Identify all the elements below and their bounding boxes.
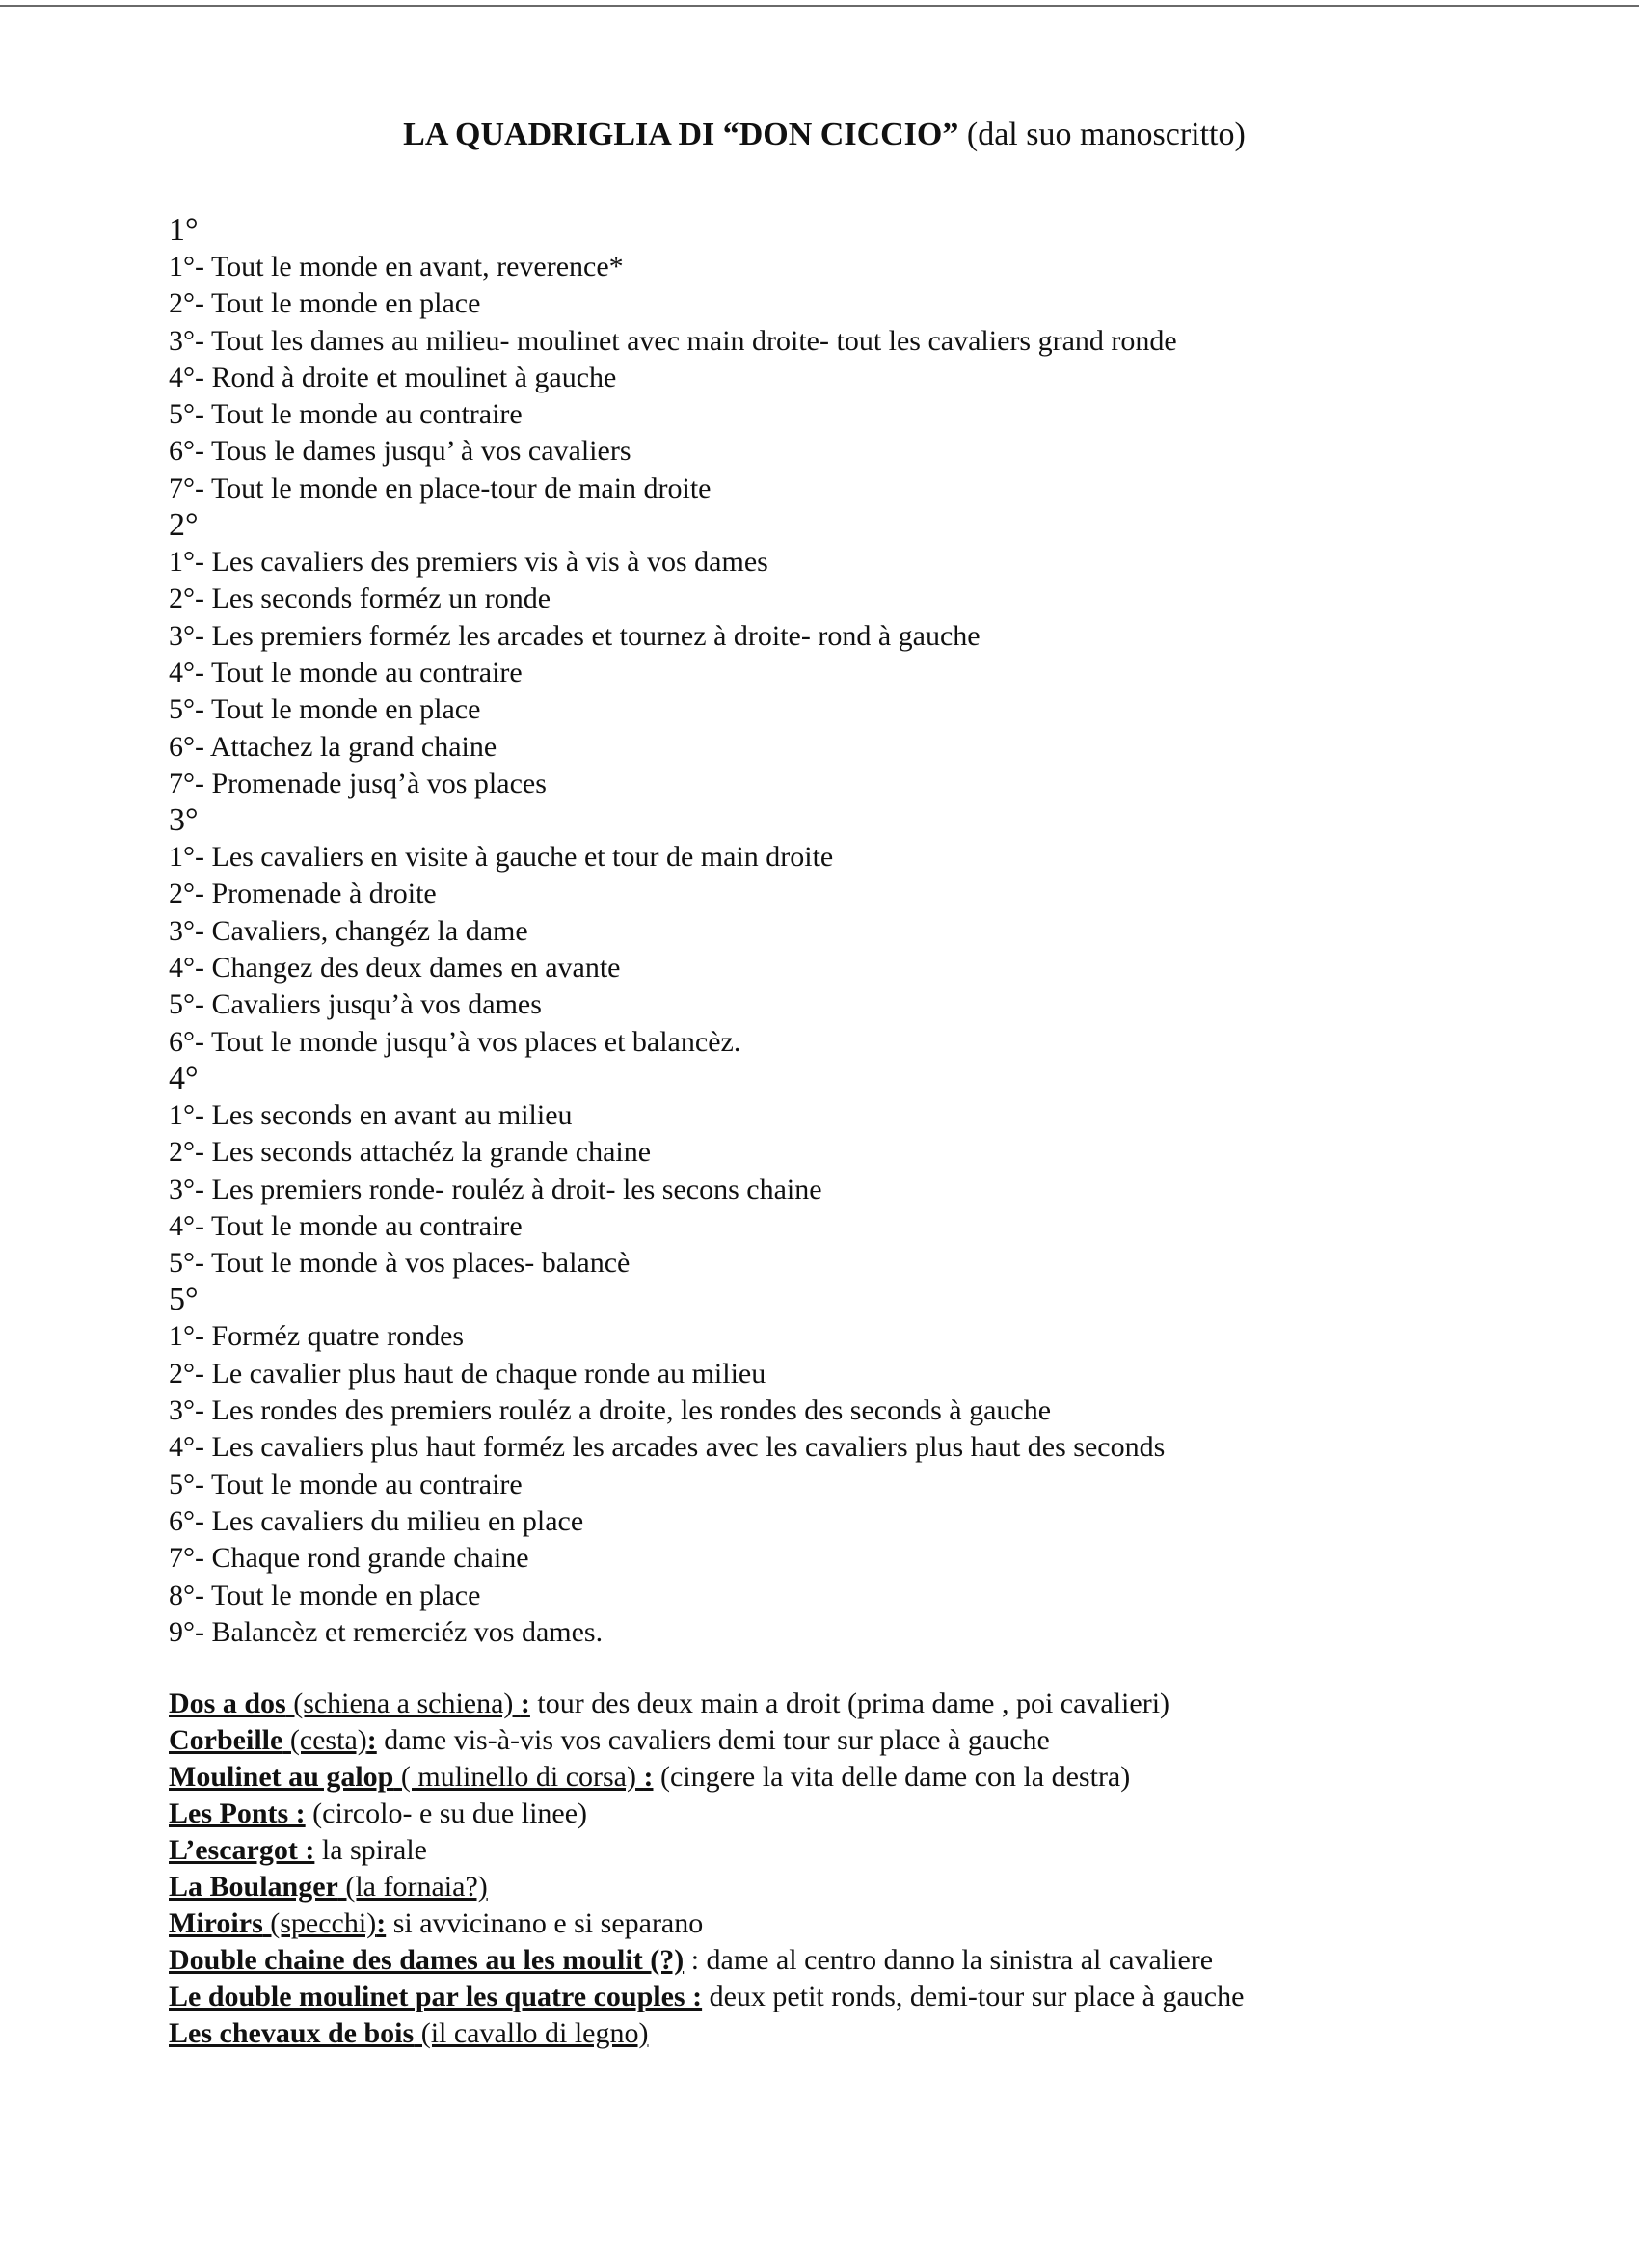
glossary-entry xyxy=(169,1979,1586,2015)
step-item: 1°- Forméz quatre rondes xyxy=(169,1320,465,1353)
glossary-separator: : xyxy=(366,1724,377,1757)
glossary-term: Double chaine des dames au les moulit (?) xyxy=(169,1944,685,1977)
glossary-entry xyxy=(169,1796,1586,1832)
step-item: 1°- Les cavaliers en visite à gauche et tour de main droite xyxy=(169,841,834,874)
glossary-translation: (cesta) xyxy=(282,1724,367,1757)
glossary-separator: : xyxy=(376,1907,387,1940)
step-item: 2°- Le cavalier plus haut de chaque ronde au milieu xyxy=(169,1357,766,1390)
glossary-term: Miroirs xyxy=(169,1907,263,1940)
step-item: 1°- Les cavaliers des premiers vis à vis à vos dames xyxy=(169,546,768,579)
step-item: 9°- Balancèz et remerciéz vos dames. xyxy=(169,1615,604,1648)
glossary-translation: (specchi) xyxy=(262,1907,377,1940)
step-list xyxy=(169,1097,1586,1282)
step-item: 1°- Les seconds en avant au milieu xyxy=(169,1098,573,1131)
glossary-entry xyxy=(169,2015,1586,2052)
step-item: 5°- Tout le monde au contraire xyxy=(169,398,523,431)
step-item: 2°- Tout le monde en place xyxy=(169,287,481,320)
step-item: 5°- Tout le monde au contraire xyxy=(169,1468,523,1500)
section-number: 4° xyxy=(169,1060,199,1096)
step-item: 4°- Changez des deux dames en avante xyxy=(169,952,621,985)
step-item: 4°- Rond à droite et moulinet à gauche xyxy=(169,361,617,393)
step-list xyxy=(169,544,1586,802)
glossary-definition: (circolo- e su due linee) xyxy=(305,1797,588,1830)
step-item: 3°- Les premiers forméz les arcades et tournez à droite- rond à gauche xyxy=(169,619,981,652)
document-page xyxy=(169,116,1586,2052)
step-item: 6°- Attachez la grand chaine xyxy=(169,730,497,763)
glossary-term: Le double moulinet par les quatre couples : xyxy=(169,1981,703,2013)
figure-section xyxy=(169,802,1586,1061)
glossary-translation: ( mulinello di corsa) xyxy=(393,1761,644,1794)
glossary-entry xyxy=(169,1905,1586,1942)
step-item: 3°- Les premiers ronde- rouléz à droit- les secons chaine xyxy=(169,1173,822,1205)
glossary-translation: (la fornaia?) xyxy=(337,1871,488,1904)
glossary-term: Corbeille xyxy=(169,1724,283,1757)
step-item: 2°- Les seconds forméz un ronde xyxy=(169,582,551,615)
figure-sections xyxy=(169,212,1586,1651)
step-item: 5°- Cavaliers jusqu’à vos dames xyxy=(169,988,542,1021)
step-item: 3°- Les rondes des premiers rouléz a droite, les rondes des seconds à gauche xyxy=(169,1394,1052,1427)
step-item: 7°- Chaque rond grande chaine xyxy=(169,1542,529,1575)
glossary-entry xyxy=(169,1759,1586,1796)
step-list xyxy=(169,839,1586,1061)
title-main: LA QUADRIGLIA DI “DON CICCIO” xyxy=(403,117,959,152)
step-item: 8°- Tout le monde en place xyxy=(169,1579,481,1611)
glossary-entry xyxy=(169,1832,1586,1869)
glossary-definition: la spirale xyxy=(314,1834,427,1867)
glossary-definition: dame vis-à-vis vos cavaliers demi tour sur place à gauche xyxy=(376,1724,1050,1757)
step-item: 4°- Tout le monde au contraire xyxy=(169,656,523,688)
glossary-entry xyxy=(169,1722,1586,1759)
glossary-definition: deux petit ronds, demi-tour sur place à gauche xyxy=(702,1981,1245,2013)
step-item: 5°- Tout le monde à vos places- balancè xyxy=(169,1247,631,1280)
glossary xyxy=(169,1686,1586,2052)
glossary-definition: si avvicinano e si separano xyxy=(386,1907,704,1940)
figure-section xyxy=(169,1282,1586,1651)
glossary-term: Moulinet au galop xyxy=(169,1761,394,1794)
step-item: 6°- Tous le dames jusqu’ à vos cavaliers xyxy=(169,435,631,468)
step-list xyxy=(169,249,1586,507)
glossary-term: Les chevaux de bois xyxy=(169,2017,415,2050)
step-item: 6°- Tout le monde jusqu’à vos places et balancèz. xyxy=(169,1025,741,1058)
glossary-entry xyxy=(169,1942,1586,1979)
top-rule xyxy=(0,5,1639,7)
glossary-translation: (il cavallo di legno) xyxy=(414,2017,649,2050)
figure-section xyxy=(169,212,1586,507)
step-item: 4°- Tout le monde au contraire xyxy=(169,1209,523,1242)
glossary-term: Dos a dos xyxy=(169,1688,286,1720)
step-item: 4°- Les cavaliers plus haut forméz les arcades avec les cavaliers plus haut des seconds xyxy=(169,1431,1166,1464)
step-item: 3°- Tout les dames au milieu- moulinet avec main droite- tout les cavaliers grand ronde xyxy=(169,324,1177,357)
document-title xyxy=(169,116,1480,154)
step-list xyxy=(169,1318,1586,1651)
glossary-definition: (cingere la vita delle dame con la destra) xyxy=(653,1761,1131,1794)
glossary-separator: : xyxy=(520,1688,530,1720)
step-item: 3°- Cavaliers, changéz la dame xyxy=(169,914,528,947)
glossary-entry xyxy=(169,1869,1586,1905)
glossary-term: L’escargot : xyxy=(169,1834,315,1867)
glossary-separator: : xyxy=(643,1761,654,1794)
glossary-translation: (schiena a schiena) xyxy=(285,1688,521,1720)
step-item: 5°- Tout le monde en place xyxy=(169,693,481,726)
section-number: 1° xyxy=(169,212,199,248)
glossary-term: La Boulanger xyxy=(169,1871,338,1904)
figure-section xyxy=(169,507,1586,802)
step-item: 2°- Promenade à droite xyxy=(169,878,437,910)
step-item: 1°- Tout le monde en avant, reverence* xyxy=(169,251,624,283)
step-item: 7°- Promenade jusq’à vos places xyxy=(169,767,547,799)
title-subtitle: (dal suo manoscritto) xyxy=(966,117,1246,152)
glossary-definition: tour des deux main a droit (prima dame , poi cavalieri) xyxy=(529,1688,1170,1720)
glossary-definition: : dame al centro danno la sinistra al cavaliere xyxy=(684,1944,1214,1977)
section-number: 5° xyxy=(169,1282,199,1318)
glossary-entry xyxy=(169,1686,1586,1722)
step-item: 2°- Les seconds attachéz la grande chaine xyxy=(169,1136,652,1169)
step-item: 7°- Tout le monde en place-tour de main droite xyxy=(169,472,712,504)
glossary-term: Les Ponts : xyxy=(169,1797,306,1830)
section-number: 3° xyxy=(169,802,199,839)
step-item: 6°- Les cavaliers du milieu en place xyxy=(169,1504,584,1537)
section-number: 2° xyxy=(169,507,199,544)
figure-section xyxy=(169,1061,1586,1282)
